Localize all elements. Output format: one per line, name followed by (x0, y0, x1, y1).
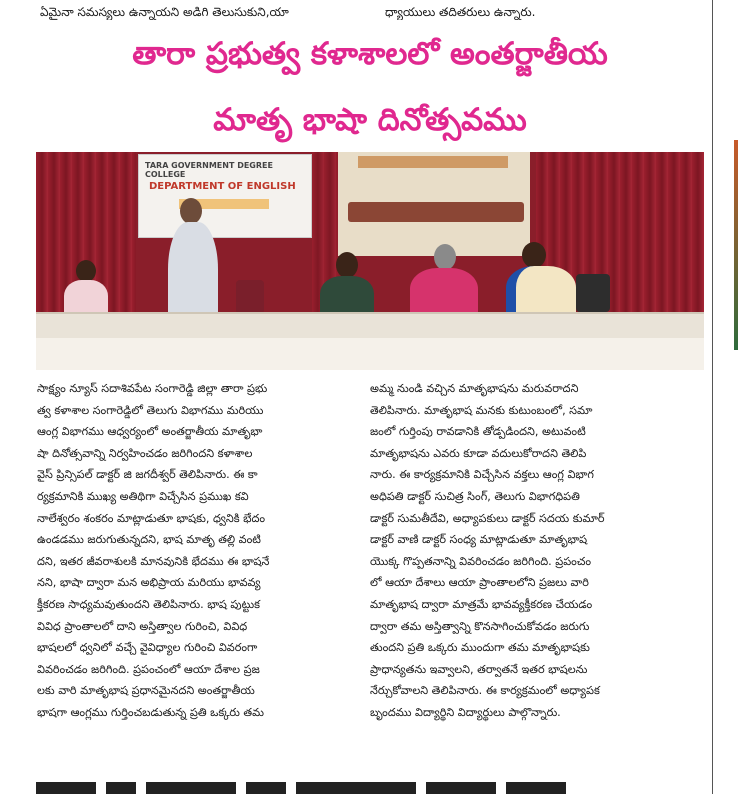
article-line: వివిధ ప్రాంతాలలో దాని అస్తిత్వాల గురించి, వివిధ (37, 619, 248, 633)
banner-telugu-script (348, 202, 524, 222)
mother-language-day-banner (338, 152, 530, 256)
article-line: నారు. ఈ కార్యక్రమానికి విచ్చేసిన వక్తలు ఆంగ్ల విభాగ (370, 468, 594, 482)
article-line: భాషలలో ధ్వనిలో వచ్చే వైవిధ్యాల గురించి వివరంగా (37, 641, 258, 655)
article-line: జంలో గుర్తింపు రావడానికి తోడ్పడిందని, అటువంటి (370, 425, 586, 439)
article-column-right (370, 378, 692, 724)
article-line: భాషగా ఆంగ్లము గుర్తించబడుతున్న ప్రతి ఒక్కరు తమ (37, 705, 264, 719)
article-line: వైస్ ప్రిన్సిపల్ డాక్టర్ జి జగదీశ్వర్ తెలిపినారు. ఈ కా (37, 468, 258, 482)
banner-department-name: DEPARTMENT OF ENGLISH (149, 181, 296, 192)
headline-line-1: తారా ప్రభుత్వ కళాశాలలో అంతర్జాతీయ (132, 36, 608, 72)
banner-college-name: TARA GOVERNMENT DEGREE COLLEGE (145, 161, 273, 179)
article-line: సాక్ష్యం న్యూస్ సదాశివపేట సంగారెడ్డి జిల్లా తారా ప్రభు (37, 382, 268, 395)
article-line: ప్రాధాన్యతను ఇవ్వాలని, తర్వాతనే ఇతర భాషలను (370, 662, 588, 676)
article-line: అధిపతి డాక్టర్ సుచిత్ర సింగ్, తెలుగు విభాగధిపతి (370, 489, 580, 503)
article-line: బృందము విద్యార్థిని విద్యార్థులు పాల్గొన్నారు. (370, 705, 561, 719)
article-line: క్తీకరణ సాధ్యమవుతుందని తెలిపినారు. భాష పుట్టుక (37, 597, 260, 611)
article-line: ద్వారా తమ అస్తిత్వాన్ని కొనసాగించుకోవడం జరుగు (370, 619, 590, 633)
article-line: యొక్క గొప్పతనాన్ని వివరించడం జరిగింది. ప్రపంచం (370, 554, 592, 568)
article-line: తుందని ప్రతి ఒక్కరు ముందుగా తమ మాతృభాషకు (370, 641, 590, 655)
seated-woman-head (76, 260, 96, 282)
previous-article-fragment-right: ధ్యాయులు తదితరులు ఉన్నారు. (385, 5, 536, 19)
chair (236, 280, 264, 314)
dais-table-cloth (36, 338, 704, 370)
article-line: నని, భాషా ద్వారా మన అభిప్రాయ మరియు భావవ్య (37, 576, 261, 590)
next-article-fragment (36, 782, 704, 794)
article-line: అమ్మ నుండి వచ్చిన మాతృభాషను మరువరాదని (370, 382, 579, 395)
article-line: తెలిపినారు. మాతృభాష మనకు కుటుంబంలో, సమా (370, 403, 593, 417)
article-line: ర్యక్రమానికి ముఖ్య అతిథిగా విచ్చేసిన ప్రముఖ కవి (37, 489, 249, 503)
article-line: లకు వారి మాతృభాష ప్రధానమైనదని అంతర్జాతీయ (37, 684, 255, 698)
headline-line-2: మాతృ భాషా దినోత్సవము (213, 102, 527, 138)
guest-head (434, 244, 456, 270)
speaker-head (180, 198, 202, 224)
article-column-left (37, 378, 359, 724)
article-line: షా దినోత్సవాన్ని నిర్వహించడం జరిగిందని కళాశాల (37, 446, 253, 460)
chair (576, 274, 610, 312)
article-line: నాలేశ్వరం శంకరం మాట్లాడుతూ భాషకు, ధ్వనికి భేదం (37, 511, 266, 525)
guest-head (336, 252, 358, 278)
article-line: డాక్టర్ సుమతీదేవి, అధ్యాపకులు డాక్టర్ సదయ కుమార్ (370, 511, 605, 525)
article-line: ఉండడము జరుగుతున్నదని, భాష మాతృ తల్లి వంటి (37, 533, 261, 547)
article-line: మాతృభాష ద్వారా మాత్రమే భావవ్యక్తీకరణ చేయడం (370, 597, 593, 611)
article-line: డాక్టర్ వాణి డాక్టర్ సంధ్య మాట్లాడుతూ మాతృభాష (370, 533, 588, 547)
guest-head (522, 242, 546, 268)
article-line: మాతృభాషను ఎవరు కూడా వదులుకోరాదని తెలిపి (370, 446, 587, 460)
article-line: ఆంగ్ల విభాగము ఆధ్వర్యంలో అంతర్జాతీయ మాతృభా (37, 425, 263, 439)
article-line: లో ఆయా దేశాలు ఆయా ప్రాంతాలలోని ప్రజలు వారి (370, 576, 589, 590)
dais-table (36, 312, 704, 338)
article-line: నేర్చుకోవాలని తెలిపినారు. ఈ కార్యక్రమంలో అధ్యాపక (370, 684, 600, 698)
banner-top-strip (358, 156, 508, 168)
column-rule (712, 0, 713, 794)
article-line: దని, ఇతర జీవరాశులకి మానవునికి భేదము ఈ భాషనే (37, 554, 270, 568)
previous-article-fragment-left: ఏమైనా సమస్యలు ఉన్నాయని అడిగి తెలుసుకుని,యా (40, 5, 289, 19)
event-photo (36, 152, 704, 370)
english-department-banner (138, 154, 312, 238)
article-line: త్వ కళాశాల సంగారెడ్డిలో తెలుగు విభాగము మరియు (37, 403, 264, 417)
article-line: వివరించడం జరిగింది. ప్రపంచంలో ఆయా దేశాల ప్రజ (37, 662, 260, 676)
adjacent-page-photo-edge (734, 140, 738, 350)
